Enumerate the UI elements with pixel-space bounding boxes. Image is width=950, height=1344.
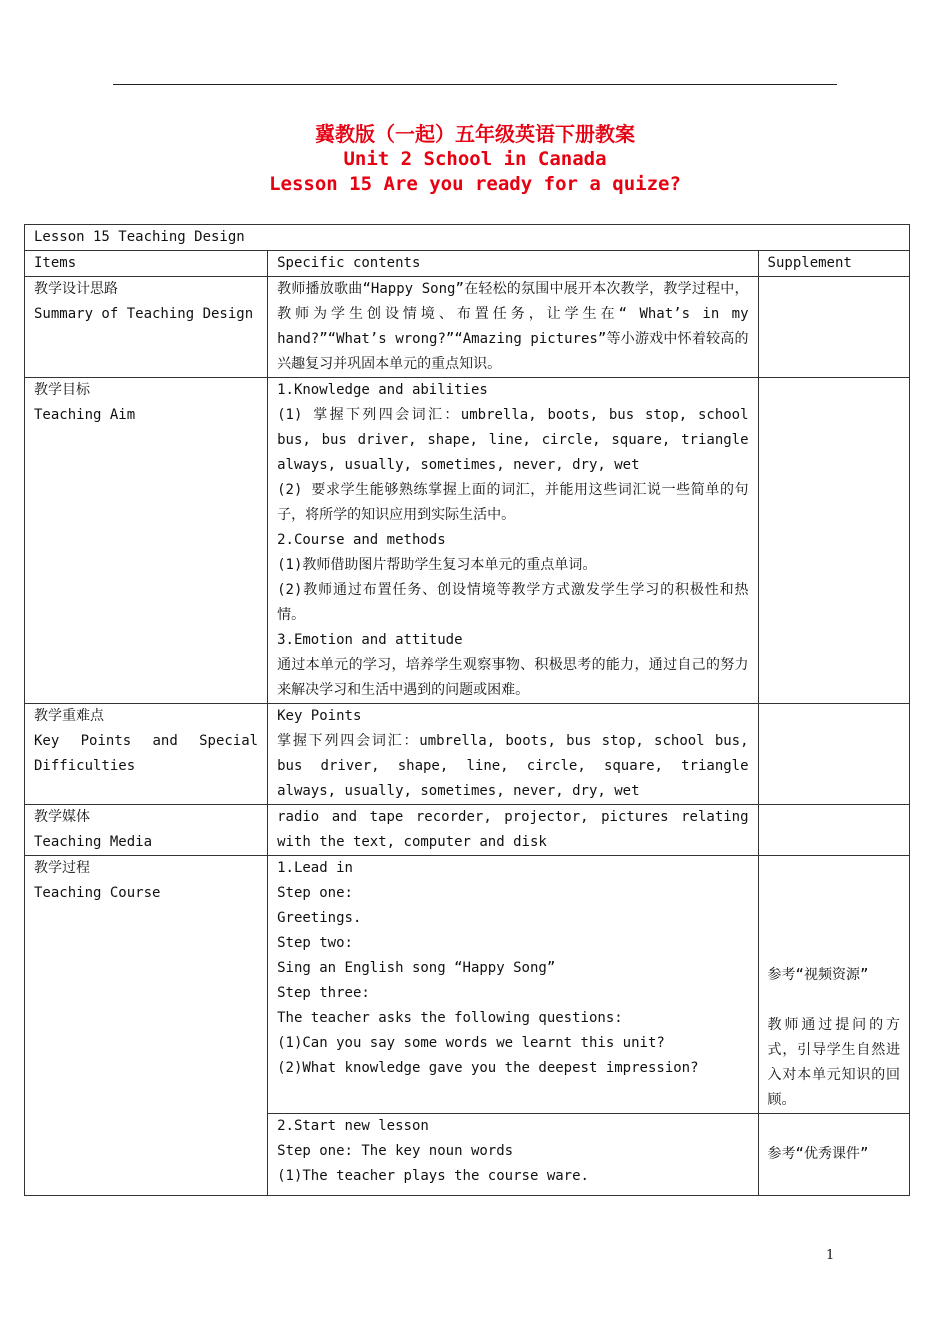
header-rule	[113, 84, 837, 85]
table-row-aim	[25, 378, 910, 704]
table-row-summary	[25, 277, 910, 378]
lead-in-line: Greetings.	[277, 910, 362, 926]
item-cell	[25, 805, 268, 856]
title-line-2: Unit 2 School in Canada	[343, 148, 607, 170]
item-cell	[25, 704, 268, 805]
lead-in-line: (2)What knowledge gave you the deepest impression?	[277, 1060, 699, 1076]
item-cell	[25, 277, 268, 378]
header-items: Items	[25, 251, 268, 277]
item-en: Summary of Teaching Design	[34, 306, 254, 322]
item-cn: 教学设计思路	[34, 281, 118, 297]
aim-line: 2.Course and methods	[277, 532, 446, 548]
item-en: Teaching Course	[34, 885, 161, 901]
aim-content	[268, 378, 758, 704]
supplement-cell	[758, 704, 909, 805]
media-content: radio and tape recorder, projector, pictures relating with the text, computer and disk	[268, 805, 758, 856]
aim-line: 3.Emotion and attitude	[277, 632, 463, 648]
table-row-key-points	[25, 704, 910, 805]
header-supplement: Supplement	[758, 251, 909, 277]
key-points-line: 掌握下列四会词汇：umbrella, boots, bus stop, school bus, bus driver, shape, line, circle, square, triangle always, usually, sometimes, never, dry, wet	[277, 733, 749, 799]
new-lesson-line: 2.Start new lesson	[277, 1118, 429, 1134]
item-cell	[25, 856, 268, 1196]
lead-in-supplement	[758, 856, 909, 1114]
lead-in-line: Step one:	[277, 885, 353, 901]
aim-line: (1) 掌握下列四会词汇：umbrella, boots, bus stop, school bus, bus driver, shape, line, circle, square, triangle always, usually, sometimes, never, dry, wet	[277, 407, 749, 473]
summary-content: 教师播放歌曲“Happy Song”在轻松的氛围中展开本次教学，教学过程中，教师为学生创设情境、布置任务，让学生在“ What’s in my hand?”“What’s wrong?”“Amazing pictures”等小游戏中怀着较高的兴趣复习并巩固本单元的重点知识。	[268, 277, 758, 378]
supplement-spacer	[768, 988, 900, 1013]
table-caption-row	[25, 225, 910, 251]
supplement-cell	[758, 805, 909, 856]
title-line-3: Lesson 15 Are you ready for a quize?	[269, 173, 681, 195]
aim-line: 1.Knowledge and abilities	[277, 382, 488, 398]
table-header-row	[25, 251, 910, 277]
item-en: Key Points and Special Difficulties	[34, 733, 259, 774]
lead-in-line: 1.Lead in	[277, 860, 353, 876]
supplement-reference: 参考“视频资源”	[767, 967, 869, 983]
item-cn: 教学目标	[34, 382, 90, 398]
supplement-cell	[758, 378, 909, 704]
new-lesson-supplement	[758, 1114, 909, 1196]
lead-in-line: The teacher asks the following questions:	[277, 1010, 623, 1026]
title-line-1: 冀教版（一起）五年级英语下册教案	[315, 122, 635, 146]
header-specific-contents: Specific contents	[268, 251, 758, 277]
item-cell	[25, 378, 268, 704]
key-points-line: Key Points	[277, 708, 362, 724]
table-row-media	[25, 805, 910, 856]
page-number: 1	[826, 1248, 835, 1263]
aim-line: (2)教师通过布置任务、创设情境等教学方式激发学生学习的积极性和热情。	[277, 582, 749, 623]
supplement-reference: 参考“优秀课件”	[767, 1146, 869, 1162]
lead-in-line: Sing an English song “Happy Song”	[277, 960, 556, 976]
lead-in-line: Step three:	[277, 985, 370, 1001]
item-en: Teaching Media	[34, 834, 153, 850]
aim-line: (2) 要求学生能够熟练掌握上面的词汇，并能用这些词汇说一些简单的句子，将所学的知识应用到实际生活中。	[277, 482, 749, 523]
supplement-note: 教师通过提问的方式，引导学生自然进入对本单元知识的回顾。	[767, 1017, 900, 1108]
aim-line: 通过本单元的学习，培养学生观察事物、积极思考的能力，通过自己的努力来解决学习和生活中遇到的问题或困难。	[277, 657, 749, 698]
table-caption: Lesson 15 Teaching Design	[25, 225, 910, 251]
lead-in-content	[268, 856, 758, 1114]
lead-in-line: (1)Can you say some words we learnt this unit?	[277, 1035, 665, 1051]
item-en: Teaching Aim	[34, 407, 136, 423]
item-cn: 教学重难点	[34, 708, 104, 724]
new-lesson-content	[268, 1114, 758, 1196]
item-cn: 教学过程	[34, 860, 90, 876]
new-lesson-line: Step one: The key noun words	[277, 1143, 514, 1159]
aim-line: (1)教师借助图片帮助学生复习本单元的重点单词。	[277, 557, 597, 573]
table-row-course-lead-in	[25, 856, 910, 1114]
key-points-content	[268, 704, 758, 805]
document-title	[0, 122, 950, 197]
item-cn: 教学媒体	[34, 809, 90, 825]
teaching-design-table	[24, 224, 910, 1196]
supplement-cell	[758, 277, 909, 378]
new-lesson-line: (1)The teacher plays the course ware.	[277, 1168, 589, 1184]
lead-in-line: Step two:	[277, 935, 353, 951]
